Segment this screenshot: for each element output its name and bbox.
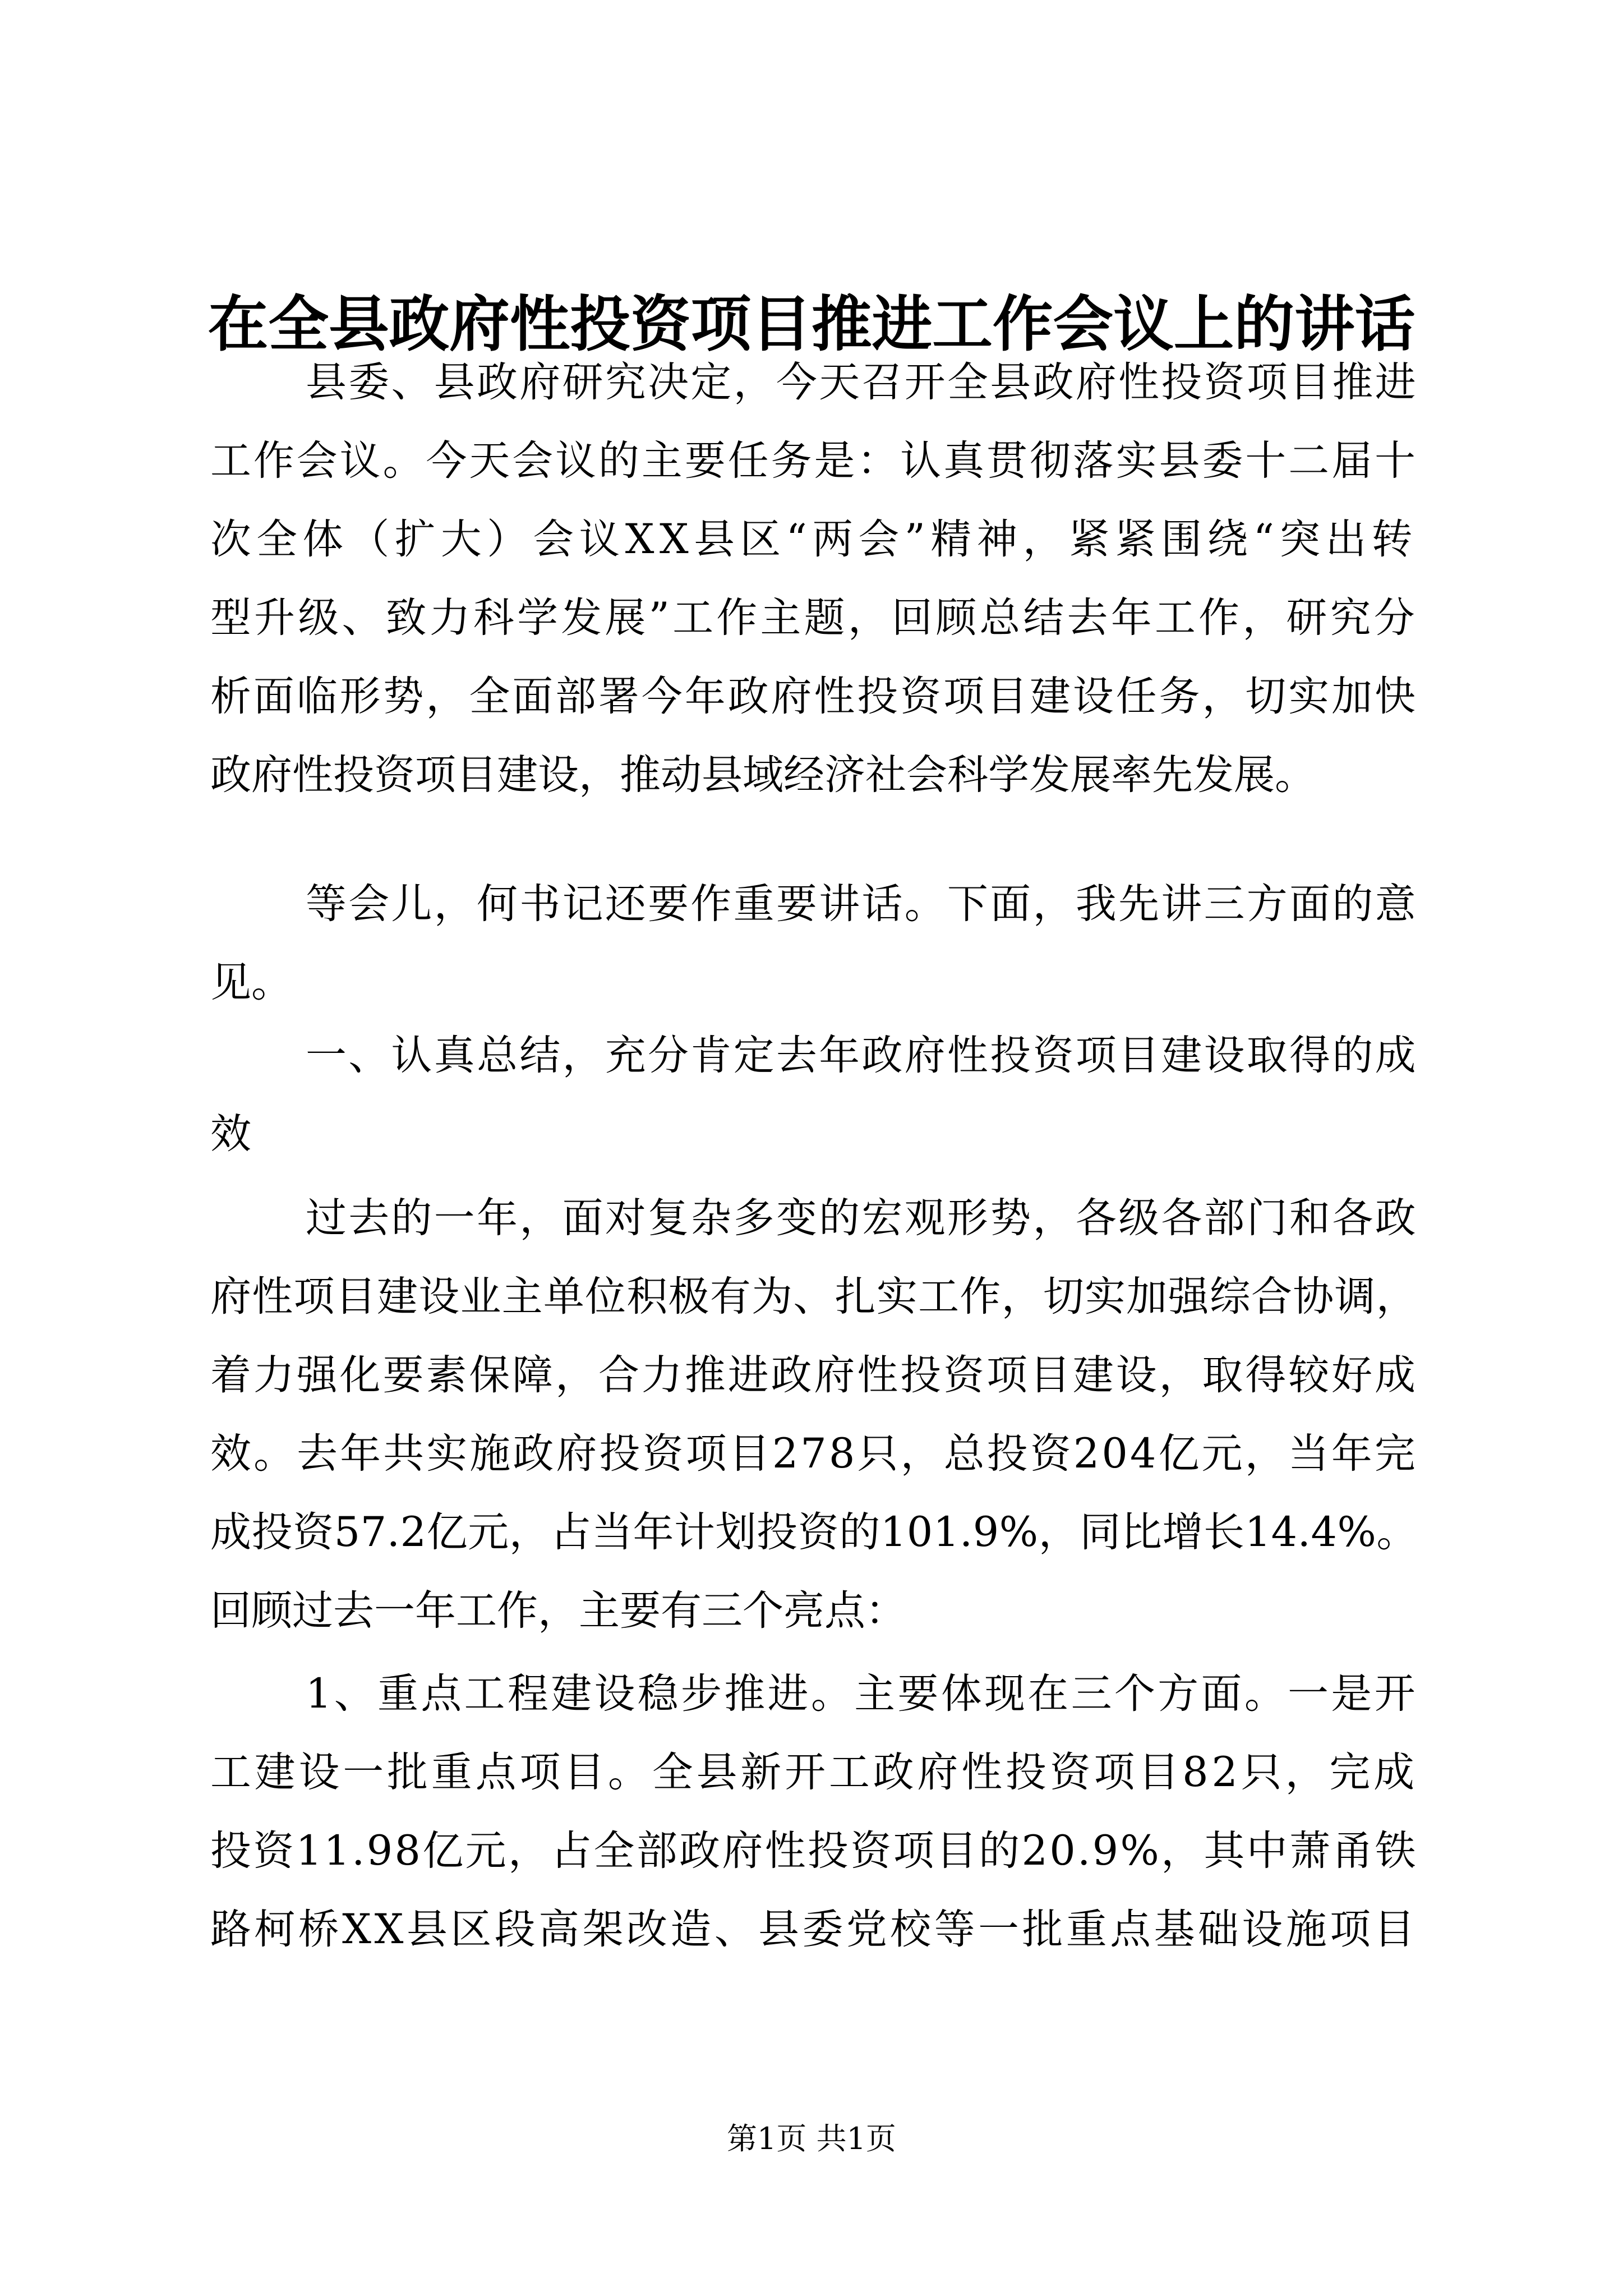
- text-line: [0, 1269, 1623, 1325]
- text-line: [0, 590, 1623, 646]
- text-line-content: 一、认真总结，充分肯定去年政府性投资项目建设取得的成: [306, 1032, 1418, 1079]
- text-line-content: 投资11.98亿元，占全部政府性投资项目的20.9%，其中萧甬铁: [210, 1827, 1418, 1875]
- text-line-content: 等会儿，何书记还要作重要讲话。下面，我先讲三方面的意: [306, 880, 1418, 928]
- text-line: [0, 747, 1623, 803]
- text-line: [0, 1347, 1623, 1404]
- text-line-content: 路柯桥XX县区段高架改造、县委党校等一批重点基础设施项目: [210, 1906, 1418, 1953]
- text-line-content: 过去的一年，面对复杂多变的宏观形势，各级各部门和各政: [306, 1194, 1418, 1242]
- text-line: [0, 1583, 1623, 1639]
- text-line-content: 府性项目建设业主单位积极有为、扎实工作，切实加强综合协调，: [210, 1273, 1418, 1320]
- text-line: [0, 955, 1623, 1011]
- text-line: [0, 1028, 1623, 1084]
- text-line: [0, 433, 1623, 489]
- text-line: [0, 512, 1623, 568]
- text-line: [0, 669, 1623, 725]
- page-number: 第1页 共1页: [727, 2121, 896, 2156]
- text-line-content: 着力强化要素保障，合力推进政府性投资项目建设，取得较好成: [210, 1351, 1418, 1399]
- text-line-content: 效: [210, 1110, 251, 1158]
- text-line-content: 见。: [210, 959, 292, 1006]
- text-line: [0, 355, 1623, 411]
- page-title: 在全县政府性投资项目推进工作会议上的讲话: [208, 289, 1415, 360]
- text-line-content: 1、重点工程建设稳步推进。主要体现在三个方面。一是开: [306, 1670, 1418, 1718]
- text-line-content: 次全体（扩大）会议XX县区“两会”精神，紧紧围绕“突出转: [210, 516, 1418, 563]
- text-line: [0, 1666, 1623, 1722]
- text-line: [0, 1902, 1623, 1958]
- text-line-content: 回顾过去一年工作，主要有三个亮点：: [210, 1587, 906, 1635]
- text-line: [0, 1106, 1623, 1162]
- text-line: [0, 1190, 1623, 1246]
- text-line-content: 工作会议。今天会议的主要任务是：认真贯彻落实县委十二届十: [210, 437, 1418, 485]
- text-line-content: 县委、县政府研究决定，今天召开全县政府性投资项目推进: [306, 358, 1418, 406]
- text-line-content: 型升级、致力科学发展”工作主题，回顾总结去年工作，研究分: [210, 594, 1418, 642]
- text-line: [0, 876, 1623, 932]
- text-line-content: 效。去年共实施政府投资项目278只，总投资204亿元，当年完: [210, 1430, 1418, 1478]
- text-line-content: 成投资57.2亿元，占当年计划投资的101.9%，同比增长14.4%。: [210, 1508, 1418, 1556]
- text-line-content: 析面临形势，全面部署今年政府性投资项目建设任务，切实加快: [210, 673, 1418, 720]
- text-line: [0, 1745, 1623, 1801]
- text-line-content: 工建设一批重点项目。全县新开工政府性投资项目82只，完成: [210, 1749, 1418, 1796]
- text-line-content: 政府性投资项目建设，推动县域经济社会科学发展率先发展。: [210, 751, 1316, 799]
- text-line: [0, 1823, 1623, 1879]
- text-line: [0, 1426, 1623, 1482]
- text-line: [0, 1504, 1623, 1561]
